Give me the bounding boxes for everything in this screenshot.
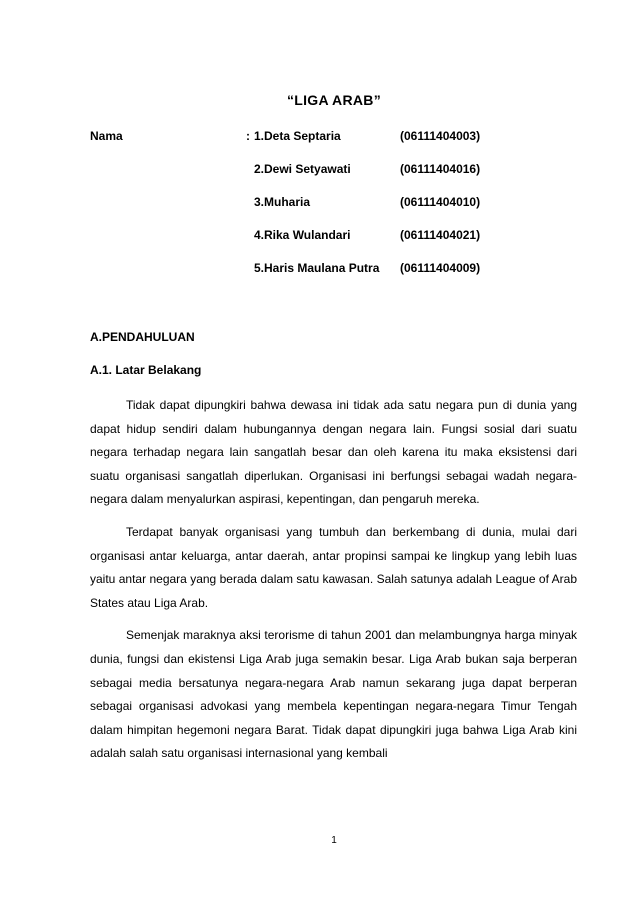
member-list <box>90 128 590 293</box>
member-id: (06111404021) <box>400 228 481 242</box>
member-name: 1.Deta Septaria <box>254 129 341 143</box>
paragraph: Terdapat banyak organisasi yang tumbuh dan berkembang di dunia, mulai dari organisasi antar keluarga, antar daerah, antar propinsi sampai ke lingkup yang lebih luas yaitu antar negara yang berada dalam satu kawasan. Salah satunya adalah League of Arab States atau Liga Arab. <box>90 524 577 610</box>
member-id: (06111404010) <box>400 195 481 209</box>
member-id: (06111404016) <box>400 162 481 176</box>
member-id: (06111404003) <box>400 129 481 143</box>
document-title: “LIGA ARAB” <box>286 92 382 108</box>
member-row <box>90 194 590 227</box>
name-label: Nama <box>90 129 123 143</box>
member-row <box>90 128 590 161</box>
page-number: 1 <box>331 835 337 846</box>
member-name: 2.Dewi Setyawati <box>254 162 351 176</box>
section-heading: A.PENDAHULUAN <box>90 330 195 344</box>
member-row <box>90 260 590 293</box>
subsection-heading: A.1. Latar Belakang <box>90 363 202 377</box>
body-text <box>90 394 577 775</box>
member-name: 3.Muharia <box>254 195 311 209</box>
member-name: 5.Haris Maulana Putra <box>254 261 380 275</box>
member-name: 4.Rika Wulandari <box>254 228 351 242</box>
member-id: (06111404009) <box>400 261 481 275</box>
paragraph: Semenjak maraknya aksi terorisme di tahun 2001 dan melambungnya harga minyak dunia, fungsi dan ekistensi Liga Arab juga semakin besar. Liga Arab bukan saja berperan sebagai media bersatunya negara-negara Arab namun sekarang juga dapat berperan sebagai organisasi advokasi yang membela kepentingan negara-negara Timur Tengah dalam himpitan hegemoni negara Barat. Tidak dapat dipungkiri juga bahwa Liga Arab kini adalah salah satu organisasi internasional yang kembali <box>90 628 577 761</box>
member-row <box>90 227 590 260</box>
paragraph: Tidak dapat dipungkiri bahwa dewasa ini tidak ada satu negara pun di dunia yang dapat hidup sendiri dalam hubungannya dengan negara lain. Fungsi sosial dari suatu negara terhadap negara lain sangatlah besar dan oleh karena itu maka eksistensi dari suatu organisasi sangatlah diperlukan. Organisasi ini berfungsi sebagai wadah negara-negara dalam menyalurkan aspirasi, kepentingan, dan pengaruh mereka. <box>90 398 577 507</box>
member-row <box>90 161 590 194</box>
colon: : <box>246 129 250 143</box>
